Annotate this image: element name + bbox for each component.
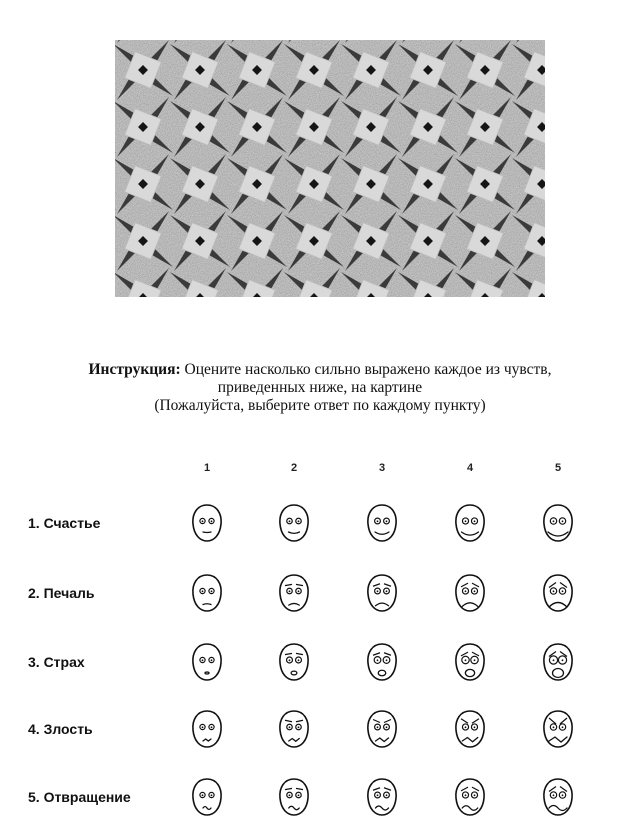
face-outline	[456, 711, 484, 747]
face-icon	[277, 502, 311, 544]
face-mouth	[203, 604, 211, 605]
item-label-fear: 3. Страх	[28, 654, 85, 670]
face-pupil-left	[553, 520, 555, 522]
face-icon	[453, 708, 487, 750]
face-pupil-right	[298, 794, 300, 796]
face-pupil-left	[553, 794, 555, 796]
face-icon	[453, 502, 487, 544]
face-outline	[544, 711, 572, 747]
face-disgust-3[interactable]	[365, 776, 399, 818]
item-label-happiness: 1. Счастье	[28, 515, 101, 531]
face-icon	[365, 641, 399, 683]
face-anger-4[interactable]	[453, 708, 487, 750]
face-mouth	[203, 532, 211, 533]
face-sadness-3[interactable]	[365, 572, 399, 614]
face-pupil-right	[474, 794, 476, 796]
instructions-block	[40, 361, 600, 415]
face-icon	[365, 502, 399, 544]
face-outline	[544, 644, 572, 680]
face-icon	[541, 641, 575, 683]
face-pupil-left	[202, 794, 204, 796]
face-outline	[280, 779, 308, 815]
face-icon	[277, 708, 311, 750]
face-pupil-right	[298, 726, 300, 728]
face-outline	[193, 779, 221, 815]
face-pupil-right	[211, 726, 213, 728]
face-pupil-right	[298, 659, 300, 661]
face-pupil-left	[553, 590, 555, 592]
face-icon	[277, 572, 311, 614]
face-pupil-right	[562, 659, 564, 661]
face-pupil-right	[562, 520, 564, 522]
face-outline	[544, 575, 572, 611]
face-pupil-right	[474, 590, 476, 592]
face-pupil-left	[465, 726, 467, 728]
scale-column-2: 2	[290, 462, 298, 474]
face-pupil-right	[562, 726, 564, 728]
face-outline	[456, 779, 484, 815]
face-pupil-left	[289, 520, 291, 522]
face-pupil-left	[377, 659, 379, 661]
scale-column-3: 3	[378, 462, 386, 474]
face-disgust-4[interactable]	[453, 776, 487, 818]
instructions-line-1	[40, 361, 600, 379]
face-pupil-left	[202, 726, 204, 728]
face-fear-5[interactable]	[541, 641, 575, 683]
face-pupil-left	[553, 726, 555, 728]
instructions-heading: Инструкция:	[88, 361, 181, 378]
face-icon	[190, 572, 224, 614]
face-outline	[280, 575, 308, 611]
face-pupil-left	[289, 590, 291, 592]
face-outline	[193, 505, 221, 541]
face-pupil-right	[386, 520, 388, 522]
face-icon	[541, 502, 575, 544]
face-sadness-5[interactable]	[541, 572, 575, 614]
instructions-line-2: приведенных ниже, на картине	[217, 379, 423, 396]
face-pupil-left	[202, 520, 204, 522]
face-anger-3[interactable]	[365, 708, 399, 750]
face-mouth	[203, 739, 211, 741]
face-pupil-right	[298, 520, 300, 522]
face-pupil-left	[289, 659, 291, 661]
face-outline	[280, 505, 308, 541]
face-outline	[368, 711, 396, 747]
face-pupil-right	[386, 726, 388, 728]
face-pupil-left	[465, 659, 467, 661]
face-pupil-right	[562, 590, 564, 592]
face-icon	[365, 776, 399, 818]
face-happiness-1[interactable]	[190, 502, 224, 544]
face-anger-1[interactable]	[190, 708, 224, 750]
face-happiness-5[interactable]	[541, 502, 575, 544]
face-pupil-left	[465, 794, 467, 796]
face-outline	[368, 779, 396, 815]
face-pupil-left	[553, 659, 555, 661]
item-label-disgust: 5. Отвращение	[28, 789, 131, 805]
face-outline	[456, 644, 484, 680]
face-pupil-right	[211, 590, 213, 592]
face-icon	[277, 776, 311, 818]
face-pupil-right	[386, 590, 388, 592]
face-icon	[541, 572, 575, 614]
face-disgust-5[interactable]	[541, 776, 575, 818]
face-fear-1[interactable]	[190, 641, 224, 683]
face-pupil-right	[474, 659, 476, 661]
face-pupil-left	[289, 794, 291, 796]
face-pupil-left	[202, 659, 204, 661]
face-outline	[544, 779, 572, 815]
instructions-line-3: (Пожалуйста, выберите ответ по каждому пункту)	[154, 397, 486, 414]
face-outline	[368, 505, 396, 541]
face-pupil-right	[298, 590, 300, 592]
face-pupil-right	[474, 520, 476, 522]
face-pupil-left	[377, 590, 379, 592]
face-disgust-1[interactable]	[190, 776, 224, 818]
face-icon	[541, 776, 575, 818]
face-anger-2[interactable]	[277, 708, 311, 750]
face-icon	[190, 502, 224, 544]
face-outline	[368, 575, 396, 611]
face-icon	[453, 572, 487, 614]
face-fear-3[interactable]	[365, 641, 399, 683]
face-fear-4[interactable]	[453, 641, 487, 683]
scale-column-1: 1	[203, 462, 211, 474]
face-pupil-right	[386, 659, 388, 661]
face-fear-2[interactable]	[277, 641, 311, 683]
instructions-text-1: Оцените насколько сильно выражено каждое из чувств,	[180, 361, 552, 378]
face-pupil-left	[377, 794, 379, 796]
pattern-image	[115, 40, 545, 297]
face-pupil-left	[289, 726, 291, 728]
face-outline	[280, 711, 308, 747]
face-pupil-right	[211, 659, 213, 661]
face-pupil-right	[562, 794, 564, 796]
scale-column-4: 4	[466, 462, 474, 474]
face-pupil-right	[211, 794, 213, 796]
face-icon	[190, 776, 224, 818]
face-pupil-left	[465, 590, 467, 592]
face-happiness-2[interactable]	[277, 502, 311, 544]
face-icon	[541, 708, 575, 750]
face-icon	[190, 708, 224, 750]
face-outline	[456, 575, 484, 611]
face-icon	[365, 708, 399, 750]
face-sadness-4[interactable]	[453, 572, 487, 614]
face-pupil-right	[386, 794, 388, 796]
face-icon	[453, 776, 487, 818]
face-happiness-3[interactable]	[365, 502, 399, 544]
face-outline	[193, 711, 221, 747]
item-label-anger: 4. Злость	[28, 721, 93, 737]
face-pupil-right	[211, 520, 213, 522]
face-outline	[368, 644, 396, 680]
face-pupil-left	[465, 520, 467, 522]
abstract-pattern-artwork	[115, 40, 545, 297]
face-icon	[365, 572, 399, 614]
face-disgust-2[interactable]	[277, 776, 311, 818]
face-pupil-left	[377, 520, 379, 522]
face-icon	[190, 641, 224, 683]
scale-column-5: 5	[554, 462, 562, 474]
face-outline	[193, 575, 221, 611]
face-icon	[453, 641, 487, 683]
face-icon	[277, 641, 311, 683]
face-happiness-4[interactable]	[453, 502, 487, 544]
face-sadness-1[interactable]	[190, 572, 224, 614]
face-anger-5[interactable]	[541, 708, 575, 750]
face-pupil-left	[202, 590, 204, 592]
face-pupil-left	[377, 726, 379, 728]
face-pupil-right	[474, 726, 476, 728]
item-label-sadness: 2. Печаль	[28, 585, 95, 601]
face-sadness-2[interactable]	[277, 572, 311, 614]
